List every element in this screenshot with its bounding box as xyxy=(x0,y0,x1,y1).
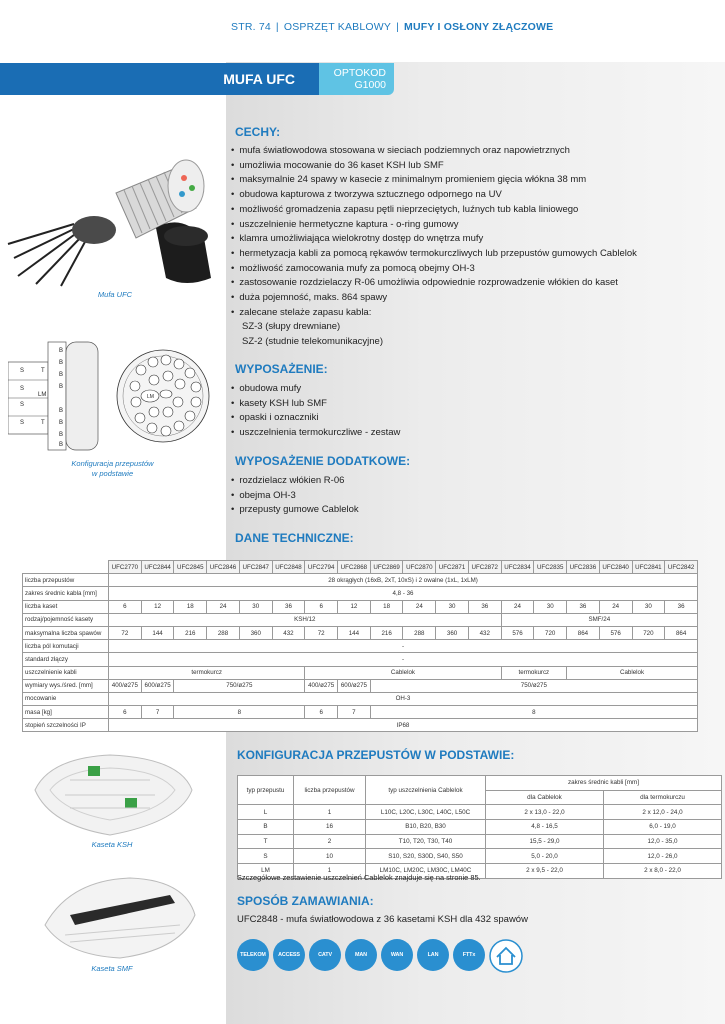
list-item: • hermetyzacja kabli za pomocą rękawów termokurczliwych lub przepustów gumowych Cablelok xyxy=(231,247,637,262)
table-cell: 30 xyxy=(632,600,665,613)
cablelok-note: Szczegółowe zestawienie uszczelnień Cablelok znajduje się na stronie 85. xyxy=(237,873,481,882)
wyposazenie-dodatkowe-heading: WYPOSAŻENIE DODATKOWE: xyxy=(235,454,411,468)
list-item: • obudowa mufy xyxy=(231,382,400,397)
table-row xyxy=(23,613,698,626)
list-item: • obudowa kapturowa z tworzywa sztucznego odpornego na UV xyxy=(231,188,637,203)
table-cell: Cablelok xyxy=(305,666,501,679)
model-cell: UFC2794 xyxy=(305,561,338,574)
table-cell: 36 xyxy=(567,600,600,613)
list-item: • rozdzielacz włókien R-06 xyxy=(231,474,359,489)
zamowienie-heading: SPOSÓB ZAMAWIANIA: xyxy=(237,894,374,908)
table-cell: 6 xyxy=(305,706,338,719)
model-cell: UFC2848 xyxy=(272,561,305,574)
table-cell: 4,8 - 16,5 xyxy=(486,820,604,835)
ksh-caption: Kaseta KSH xyxy=(91,840,133,849)
row-label: stopień szczelności IP xyxy=(23,719,109,732)
table-cell: 6 xyxy=(109,600,142,613)
list-item: • maksymalnie 24 spawy w kasecie z minimalnym promieniem gięcia włókna 38 mm xyxy=(231,173,637,188)
table-cell: LM xyxy=(238,864,294,879)
diagram-label-s1: S xyxy=(20,368,25,374)
lan-icon: LAN xyxy=(417,939,449,971)
svg-text:B: B xyxy=(59,384,64,390)
table-cell: 8 xyxy=(174,706,305,719)
list-item: • obejma OH-3 xyxy=(231,489,359,504)
wyposazenie-heading: WYPOSAŻENIE: xyxy=(235,362,328,376)
table-row xyxy=(23,719,698,732)
kaseta-smf-image xyxy=(40,870,200,962)
model-cell: UFC2870 xyxy=(403,561,436,574)
table-cell: 7 xyxy=(338,706,371,719)
table-cell: 2 x 9,5 - 22,0 xyxy=(486,864,604,879)
table-cell: 24 xyxy=(207,600,240,613)
svg-text:B: B xyxy=(59,372,64,378)
table-cell: 600/ø275 xyxy=(338,679,371,692)
list-item: • możliwość gromadzenia zapasu pętli nieprzeciętych, luźnych tub kabla liniowego xyxy=(231,203,637,218)
model-cell: UFC2842 xyxy=(665,561,698,574)
row-label: liczba przepustów xyxy=(23,574,109,587)
header-category: OSPRZĘT KABLOWY xyxy=(283,21,392,33)
table-row xyxy=(23,600,698,613)
table-cell: 288 xyxy=(207,626,240,639)
row-label: liczba kaset xyxy=(23,600,109,613)
table-cell: 216 xyxy=(370,626,403,639)
svg-text:B: B xyxy=(59,408,64,414)
row-label: mocowanie xyxy=(23,692,109,705)
kaseta-ksh-image xyxy=(30,750,195,838)
config-diagram xyxy=(8,340,218,452)
config-table xyxy=(237,775,722,879)
list-item: • zastosowanie rozdzielaczy R-06 umożliwia odpowiednie rozprowadzenie włókien do kaset xyxy=(231,276,637,291)
table-cell: 36 xyxy=(665,600,698,613)
table-cell: 12,0 - 26,0 xyxy=(604,849,722,864)
table-cell: 16 xyxy=(294,820,366,835)
table-cell: 5,0 - 20,0 xyxy=(486,849,604,864)
table-row xyxy=(23,679,698,692)
table-cell: 400/ø275 xyxy=(305,679,338,692)
model-cell: UFC2872 xyxy=(468,561,501,574)
header-cell: dla Cablelok xyxy=(486,790,604,805)
header-cell: liczba przepustów xyxy=(294,776,366,805)
row-label: uszczelnienie kabli xyxy=(23,666,109,679)
svg-text:LM: LM xyxy=(147,394,154,400)
list-item: • duża pojemność, maks. 864 spawy xyxy=(231,291,637,306)
table-cell: 18 xyxy=(370,600,403,613)
model-cell: UFC2847 xyxy=(239,561,272,574)
diagram-label-lm: LM xyxy=(38,392,47,398)
diagram-label-b: B xyxy=(59,348,64,354)
table-cell: 216 xyxy=(174,626,207,639)
house-icon xyxy=(489,939,523,973)
list-item: • opaski i oznaczniki xyxy=(231,411,400,426)
mufa-ufc-image xyxy=(6,148,221,288)
table-cell: 720 xyxy=(632,626,665,639)
table-row xyxy=(238,834,722,849)
list-item: • uszczelnienie hermetyczne kaptura - o-ring gumowy xyxy=(231,218,637,233)
table-cell: 144 xyxy=(338,626,371,639)
table-cell: 36 xyxy=(272,600,305,613)
table-cell: 2 x 13,0 - 22,0 xyxy=(486,805,604,820)
table-cell: 720 xyxy=(534,626,567,639)
table-row xyxy=(23,666,698,679)
table-cell: 18 xyxy=(174,600,207,613)
table-cell: 8 xyxy=(370,706,697,719)
optokod-code: G1000 xyxy=(354,79,386,91)
order-example: UFC2848 - mufa światłowodowa z 36 kasetami KSH dla 432 spawów xyxy=(237,914,528,925)
row-label: wymiary wys./śred. [mm] xyxy=(23,679,109,692)
man-icon: MAN xyxy=(345,939,377,971)
table-cell: IP68 xyxy=(109,719,698,732)
fttx-icon: FTTx xyxy=(453,939,485,971)
product-title: MUFA UFC xyxy=(223,71,295,87)
table-cell: termokurcz xyxy=(109,666,305,679)
table-cell: T10, T20, T30, T40 xyxy=(366,834,486,849)
header-cell: typ uszczelnienia Cablelok xyxy=(366,776,486,805)
table-cell: 72 xyxy=(109,626,142,639)
table-cell: L xyxy=(238,805,294,820)
table-cell: 24 xyxy=(403,600,436,613)
table-cell: 10 xyxy=(294,849,366,864)
table-cell: T xyxy=(238,834,294,849)
list-item: • zalecane stelaże zapasu kabla: xyxy=(231,306,637,321)
list-item: • uszczelnienia termokurczliwe - zestaw xyxy=(231,426,400,441)
table-cell: KSH/12 xyxy=(109,613,502,626)
table-cell: 12 xyxy=(141,600,174,613)
list-item: SZ-2 (studnie telekomunikacyjne) xyxy=(242,336,383,348)
model-cell: UFC2846 xyxy=(207,561,240,574)
row-label: masa [kg] xyxy=(23,706,109,719)
dane-heading: DANE TECHNICZNE: xyxy=(235,531,354,545)
table-cell: 12,0 - 35,0 xyxy=(604,834,722,849)
table-cell: 864 xyxy=(567,626,600,639)
table-cell: B xyxy=(238,820,294,835)
table-row xyxy=(23,706,698,719)
table-row xyxy=(23,626,698,639)
optokod-label: OPTOKOD xyxy=(333,67,386,79)
row-label: maksymalna liczba spawów xyxy=(23,626,109,639)
table-cell: 360 xyxy=(436,626,469,639)
table-row xyxy=(238,776,722,791)
table-row xyxy=(23,692,698,705)
table-cell: 360 xyxy=(239,626,272,639)
table-cell: L10C, L20C, L30C, L40C, L50C xyxy=(366,805,486,820)
header-cell: dla termokurczu xyxy=(604,790,722,805)
access-icon: ACCESS xyxy=(273,939,305,971)
wyposazenie-dodatkowe-list xyxy=(231,474,359,518)
table-cell: 24 xyxy=(501,600,534,613)
table-cell: S10, S20, S30D, S40, S50 xyxy=(366,849,486,864)
svg-text:B: B xyxy=(59,432,64,438)
table-cell: 12 xyxy=(338,600,371,613)
list-item: • możliwość zamocowania mufy za pomocą obejmy OH-3 xyxy=(231,262,637,277)
tech-table xyxy=(22,560,698,732)
row-label: standard złączy xyxy=(23,653,109,666)
optokod-badge xyxy=(319,63,394,95)
config-caption-line1: Konfiguracja przepustów xyxy=(71,459,154,468)
table-cell: 1 xyxy=(294,805,366,820)
table-cell: 576 xyxy=(599,626,632,639)
table-cell: termokurcz xyxy=(501,666,566,679)
table-cell: LM10C, LM20C, LM30C, LM40C xyxy=(366,864,486,879)
table-cell: 2 x 8,0 - 22,0 xyxy=(604,864,722,879)
table-cell: 36 xyxy=(468,600,501,613)
diagram-label-t1: T xyxy=(41,368,45,374)
table-row xyxy=(23,561,698,574)
table-cell: 4,8 - 36 xyxy=(109,587,698,600)
list-item: SZ-3 (słupy drewniane) xyxy=(242,321,341,333)
table-cell: 2 xyxy=(294,834,366,849)
cechy-heading: CECHY: xyxy=(235,125,281,139)
row-label: zakres średnic kabla [mm] xyxy=(23,587,109,600)
konfiguracja-heading: KONFIGURACJA PRZEPUSTÓW W PODSTAWIE: xyxy=(237,748,515,762)
svg-text:B: B xyxy=(59,442,64,448)
model-cell: UFC2834 xyxy=(501,561,534,574)
table-cell: 6,0 - 19,0 xyxy=(604,820,722,835)
svg-text:B: B xyxy=(59,420,64,426)
table-cell: 1 xyxy=(294,864,366,879)
row-label: rodzaj/pojemność kasety xyxy=(23,613,109,626)
model-cell: UFC2869 xyxy=(370,561,403,574)
diagram-label-s4: S xyxy=(20,420,25,426)
table-cell: 72 xyxy=(305,626,338,639)
model-cell: UFC2770 xyxy=(109,561,142,574)
mufa-caption: Mufa UFC xyxy=(97,290,133,299)
list-item: • przepusty gumowe Cablelok xyxy=(231,503,359,518)
table-row xyxy=(23,574,698,587)
table-cell: 288 xyxy=(403,626,436,639)
list-item: • klamra umożliwiająca wielokrotny dostęp do wnętrza mufy xyxy=(231,232,637,247)
header-cell: zakres średnic kabli [mm] xyxy=(486,776,722,791)
table-cell: 30 xyxy=(239,600,272,613)
table-cell: 24 xyxy=(599,600,632,613)
catv-icon: CATV xyxy=(309,939,341,971)
table-cell: 432 xyxy=(272,626,305,639)
table-row xyxy=(238,805,722,820)
wan-icon: WAN xyxy=(381,939,413,971)
model-cell: UFC2845 xyxy=(174,561,207,574)
table-cell: 6 xyxy=(305,600,338,613)
table-cell: 30 xyxy=(534,600,567,613)
model-cell: UFC2868 xyxy=(338,561,371,574)
title-bar xyxy=(0,63,319,95)
diagram-label-t2: T xyxy=(41,420,45,426)
table-cell: 7 xyxy=(141,706,174,719)
list-item: • umożliwia mocowanie do 36 kaset KSH lub SMF xyxy=(231,159,637,174)
model-cell: UFC2871 xyxy=(436,561,469,574)
model-cell: UFC2840 xyxy=(599,561,632,574)
diagram-label-s3: S xyxy=(20,402,25,408)
table-cell: 15,5 - 29,0 xyxy=(486,834,604,849)
table-cell: - xyxy=(109,653,698,666)
table-row xyxy=(23,587,698,600)
table-cell: 2 x 12,0 - 24,0 xyxy=(604,805,722,820)
model-cell: UFC2844 xyxy=(141,561,174,574)
smf-caption: Kaseta SMF xyxy=(91,964,133,973)
list-item: • mufa światłowodowa stosowana w sieciach podziemnych oraz napowietrznych xyxy=(231,144,637,159)
table-row xyxy=(23,653,698,666)
table-cell: 28 okrągłych (16xB, 2xT, 10xS) i 2 owalne (1xL, 1xLM) xyxy=(109,574,698,587)
table-cell: 6 xyxy=(109,706,142,719)
model-cell: UFC2836 xyxy=(567,561,600,574)
table-cell: 30 xyxy=(436,600,469,613)
table-cell: B10, B20, B30 xyxy=(366,820,486,835)
table-cell: Cablelok xyxy=(567,666,698,679)
table-cell: 432 xyxy=(468,626,501,639)
table-row xyxy=(238,849,722,864)
page-number: STR. 74 xyxy=(231,21,271,33)
table-cell: 576 xyxy=(501,626,534,639)
table-cell: 864 xyxy=(665,626,698,639)
page-header: STR. 74 | OSPRZĘT KABLOWY | MUFY I OSŁONY ZŁĄCZOWE xyxy=(231,21,554,33)
wyposazenie-list xyxy=(231,382,400,441)
cechy-list xyxy=(231,144,637,350)
table-row xyxy=(238,820,722,835)
table-cell: S xyxy=(238,849,294,864)
table-cell: OH-3 xyxy=(109,692,698,705)
header-cell: typ przepustu xyxy=(238,776,294,805)
list-item: • kasety KSH lub SMF xyxy=(231,397,400,412)
model-cell: UFC2835 xyxy=(534,561,567,574)
model-cell: UFC2841 xyxy=(632,561,665,574)
header-subcategory: MUFY I OSŁONY ZŁĄCZOWE xyxy=(404,21,554,33)
row-label: liczba pól komutacji xyxy=(23,640,109,653)
table-row xyxy=(23,640,698,653)
table-cell: 750/ø275 xyxy=(370,679,697,692)
table-cell: - xyxy=(109,640,698,653)
table-cell: 400/ø275 xyxy=(109,679,142,692)
telekom-icon: TELEKOM xyxy=(237,939,269,971)
config-caption-line2: w podstawie xyxy=(91,469,134,478)
table-cell: 750/ø275 xyxy=(174,679,305,692)
svg-text:B: B xyxy=(59,360,64,366)
table-cell: 144 xyxy=(141,626,174,639)
table-cell: 600/ø275 xyxy=(141,679,174,692)
config-caption xyxy=(55,459,170,479)
table-cell: SMF/24 xyxy=(501,613,697,626)
diagram-label-s2: S xyxy=(20,386,25,392)
